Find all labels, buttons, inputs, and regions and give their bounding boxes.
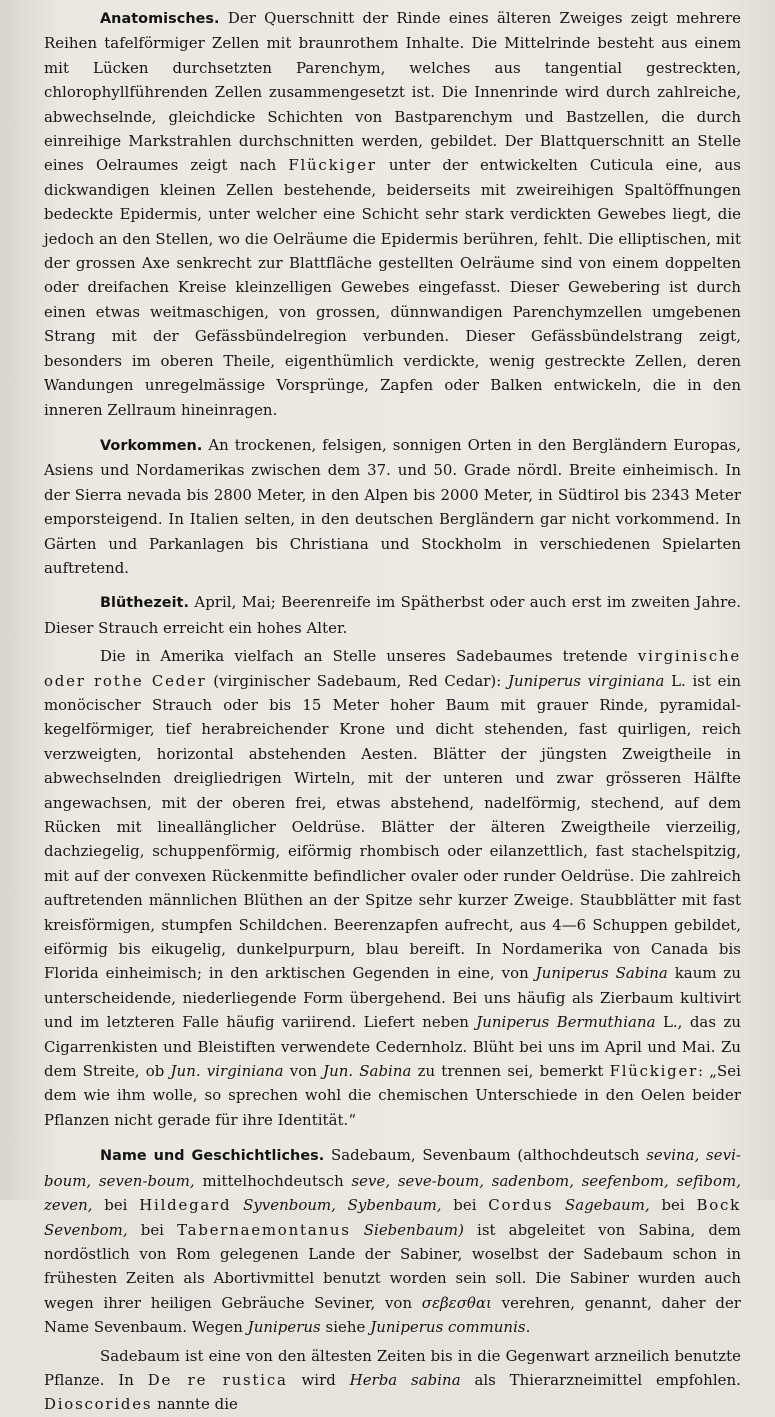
species-name: Jun. Sabina (323, 1062, 412, 1081)
text-segment: ist abgeleitet von Sabina, dem nordöstlich von Rom gelegenen Lande der Sabiner, woselbst der Sadebaum schon in frühesten Zeiten als Abortivmittel benutzt worden sein soll. Die Sabiner wurden auch wegen ihrer heiligen Gebräuche Seviner, von (44, 1220, 741, 1312)
heading-bluethezeit: Blüthezeit. (100, 595, 189, 612)
text-segment: mittelhochdeutsch (202, 1171, 344, 1190)
spaced-term: virginische oder rothe Ceder (44, 647, 741, 690)
species-name: Jun. virginiana (170, 1062, 284, 1081)
text-segment: nannte die (157, 1395, 238, 1414)
text-segment: Der Querschnitt der Rinde eines älteren Zweiges zeigt mehrere Reihen tafelförmiger Zellen mit braunrothem Inhalte. Die Mittelrinde besteht aus einem mit Lücken durchsetzten Parenchym, welches aus tangential gestreckten, chlorophyllführenden Zellen zusammengesetzt ist. Die Innenrinde wird durch zahlreiche, abwechselnde, gleichdicke Schichten von Bastparenchym und Bastzellen, die durch einreihige Markstrahlen durchschnitten werden, gebildet. Der Blattquerschnitt an Stelle eines Oelraumes zeigt nach (44, 9, 741, 175)
work-title: De re rustica (147, 1370, 288, 1389)
text-segment: von (289, 1062, 317, 1081)
species-name: Juniperus (247, 1318, 321, 1337)
old-name: Siebenbaum) (363, 1220, 464, 1239)
text-segment: als Thierarzneimittel empfohlen. (474, 1370, 741, 1389)
author-name: Bock (696, 1196, 741, 1215)
text-segment: siehe (325, 1318, 366, 1337)
paragraph-sadebaum-history (44, 1344, 741, 1417)
text-segment: April, Mai; Beerenreife im Spätherbst oder auch erst im zweiten Jahre. Dieser Strauch erreicht ein hohes Alter. (44, 593, 741, 637)
text-segment: kaum zu unterscheidende, niederliegende Form übergehend. Bei uns häufig als Zierbaum kultivirt und im letzteren Falle häufig variirend. Liefert neben (44, 964, 741, 1032)
old-name: sevina, sevi-boum, seven-boum, (44, 1146, 741, 1190)
author-name: Dioscorides (44, 1395, 153, 1414)
author-name: Hildegard (139, 1196, 232, 1215)
text-segment: unter der entwickelten Cuticula eine, aus dickwandigen kleinen Zellen bestehende, beiderseits mit zweireihigen Spaltöffnungen bedeckte Epidermis, unter welcher eine Schicht sehr stark verdickten Gewebes liegt, die jedoch an den Stellen, wo die Oelräume die Epidermis berühren, fehlt. Die elliptischen, mit der grossen Axe senkrecht zur Blattfläche gestellten Oelräume sind von einem doppelten oder dreifachen Kreise kleinzelligen Gewebes eingefasst. Dieser Gewebering ist durch einen etwas weitmaschigen, von grossen, dünnwandigen Parenchymzellen umgebenen Strang mit der Gefässbündelregion verbunden. Dieser Gefässbündelstrang zeigt, besonders im oberen Theile, eigenthümlich verdickte, wenig gestreckte Zellen, deren Wandungen unregelmässige Vorsprünge, Zapfen oder Balken entwickeln, die in den inneren Zellraum hineinragen. (44, 156, 741, 419)
text-segment: bei (104, 1196, 128, 1215)
author-name: Tabernaemontanus (177, 1220, 351, 1239)
drug-name: Herba sabina (349, 1370, 461, 1389)
greek-word: σεβεσθαι (421, 1293, 492, 1312)
text-segment: (virginischer Sadebaum, Red Cedar): (213, 671, 502, 690)
old-name: Syvenboum, Sybenbaum, (243, 1196, 442, 1215)
heading-vorkommen: Vorkommen. (100, 437, 203, 454)
text-segment: L. ist ein monöcischer Strauch oder bis 15 Meter hoher Baum mit grauer Rinde, pyramidal-kegelförmiger, tief herabreichender Krone und dicht stehenden, fast quirligen, reich verzweigten, horizontal abstehenden Aesten. Blätter der jüngsten Zweigtheile in abwechselnden dreigliedrigen Wirteln, mit der unteren und zwar grösseren Hälfte angewachsen, mit der oberen frei, etwas abstehend, nadelförmig, stechend, auf dem Rücken mit lineallänglicher Oeldrüse. Blätter der älteren Zweigtheile vierzeilig, dachziegelig, schuppenförmig, eiförmig rhombisch oder eilanzettlich, fast stachelspitzig, mit auf der convexen Rückenmitte befindlicher ovaler oder runder Oeldrüse. Die zahlreich auftretenden männlichen Blüthen an der Spitze sehr kurzer Zweige. Staubblätter mit fast kreisförmigen, stumpfen Schildchen. Beerenzapfen aufrecht, aus 4—6 Schuppen gebildet, eiförmig bis eikugelig, dunkelpurpurn, blau bereift. In Nordamerika von Canada bis Florida einheimisch; in den arktischen Gegenden in eine, von (44, 671, 741, 983)
author-name: Flückiger (288, 156, 377, 175)
text-segment: bei (661, 1196, 685, 1215)
paragraph-virginiana (44, 644, 741, 1132)
paragraph-anatomisches (44, 6, 741, 422)
text-segment: Sadebaum, Sevenbaum (althochdeutsch (330, 1146, 640, 1165)
text-segment: Sadebaum ist eine von den ältesten Zeiten bis in die Gegenwart arzneilich benutzte Pflanze. In (44, 1346, 741, 1389)
paragraph-name-geschichte (44, 1143, 741, 1339)
paragraph-bluethezeit (44, 590, 741, 640)
text-segment: : „Sei dem wie ihm wolle, so sprechen wohl die chemischen Unterschiede in den Oelen beider Pflanzen nicht gerade für ihre Identität.“ (44, 1062, 741, 1129)
text-segment: verehren, genannt, daher der Name Sevenbaum. Wegen (44, 1293, 741, 1337)
species-name: Juniperus communis. (370, 1318, 531, 1337)
species-name: Juniperus virginiana (507, 671, 665, 690)
species-name: Juniperus Sabina (535, 964, 668, 983)
heading-anatomisches: Anatomisches. (100, 11, 220, 27)
text-segment: An trockenen, felsigen, sonnigen Orten in den Bergländern Europas, Asiens und Nordamerikas zwischen dem 37. und 50. Grade nördl. Breite einheimisch. In der Sierra nevada bis 2800 Meter, in den Alpen bis 2000 Meter, in Südtirol bis 2343 Meter emporsteigend. In Italien selten, in den deutschen Bergländern gar nicht vorkommend. In Gärten und Parkanlagen bis Christiana und Stockholm in verschiedenen Spielarten auftretend. (44, 435, 741, 577)
old-name: seve, seve-boum, sadenbom, seefenbom, sefibom, zeven, (44, 1171, 741, 1215)
author-name: Cordus (488, 1196, 554, 1215)
heading-name-geschichte: Name und Geschichtliches. (100, 1148, 325, 1165)
author-name: Flückiger (609, 1062, 699, 1081)
text-segment: bei (140, 1220, 164, 1239)
text-segment: zu trennen sei, bemerkt (417, 1062, 604, 1081)
old-name: Sevenbom, (44, 1220, 128, 1239)
paragraph-vorkommen (44, 433, 741, 580)
text-segment: L., das zu Cigarrenkisten und Bleistiften verwendete Cedernholz. Blüht bei uns im April und Mai. Zu dem Streite, ob (44, 1013, 741, 1081)
species-name: Juniperus Bermuthiana (476, 1013, 656, 1032)
text-segment: Die in Amerika vielfach an Stelle unseres Sadebaumes tretende (100, 647, 628, 666)
old-name: Sagebaum, (565, 1196, 650, 1215)
text-segment: wird (301, 1370, 336, 1389)
text-segment: bei (453, 1196, 477, 1215)
